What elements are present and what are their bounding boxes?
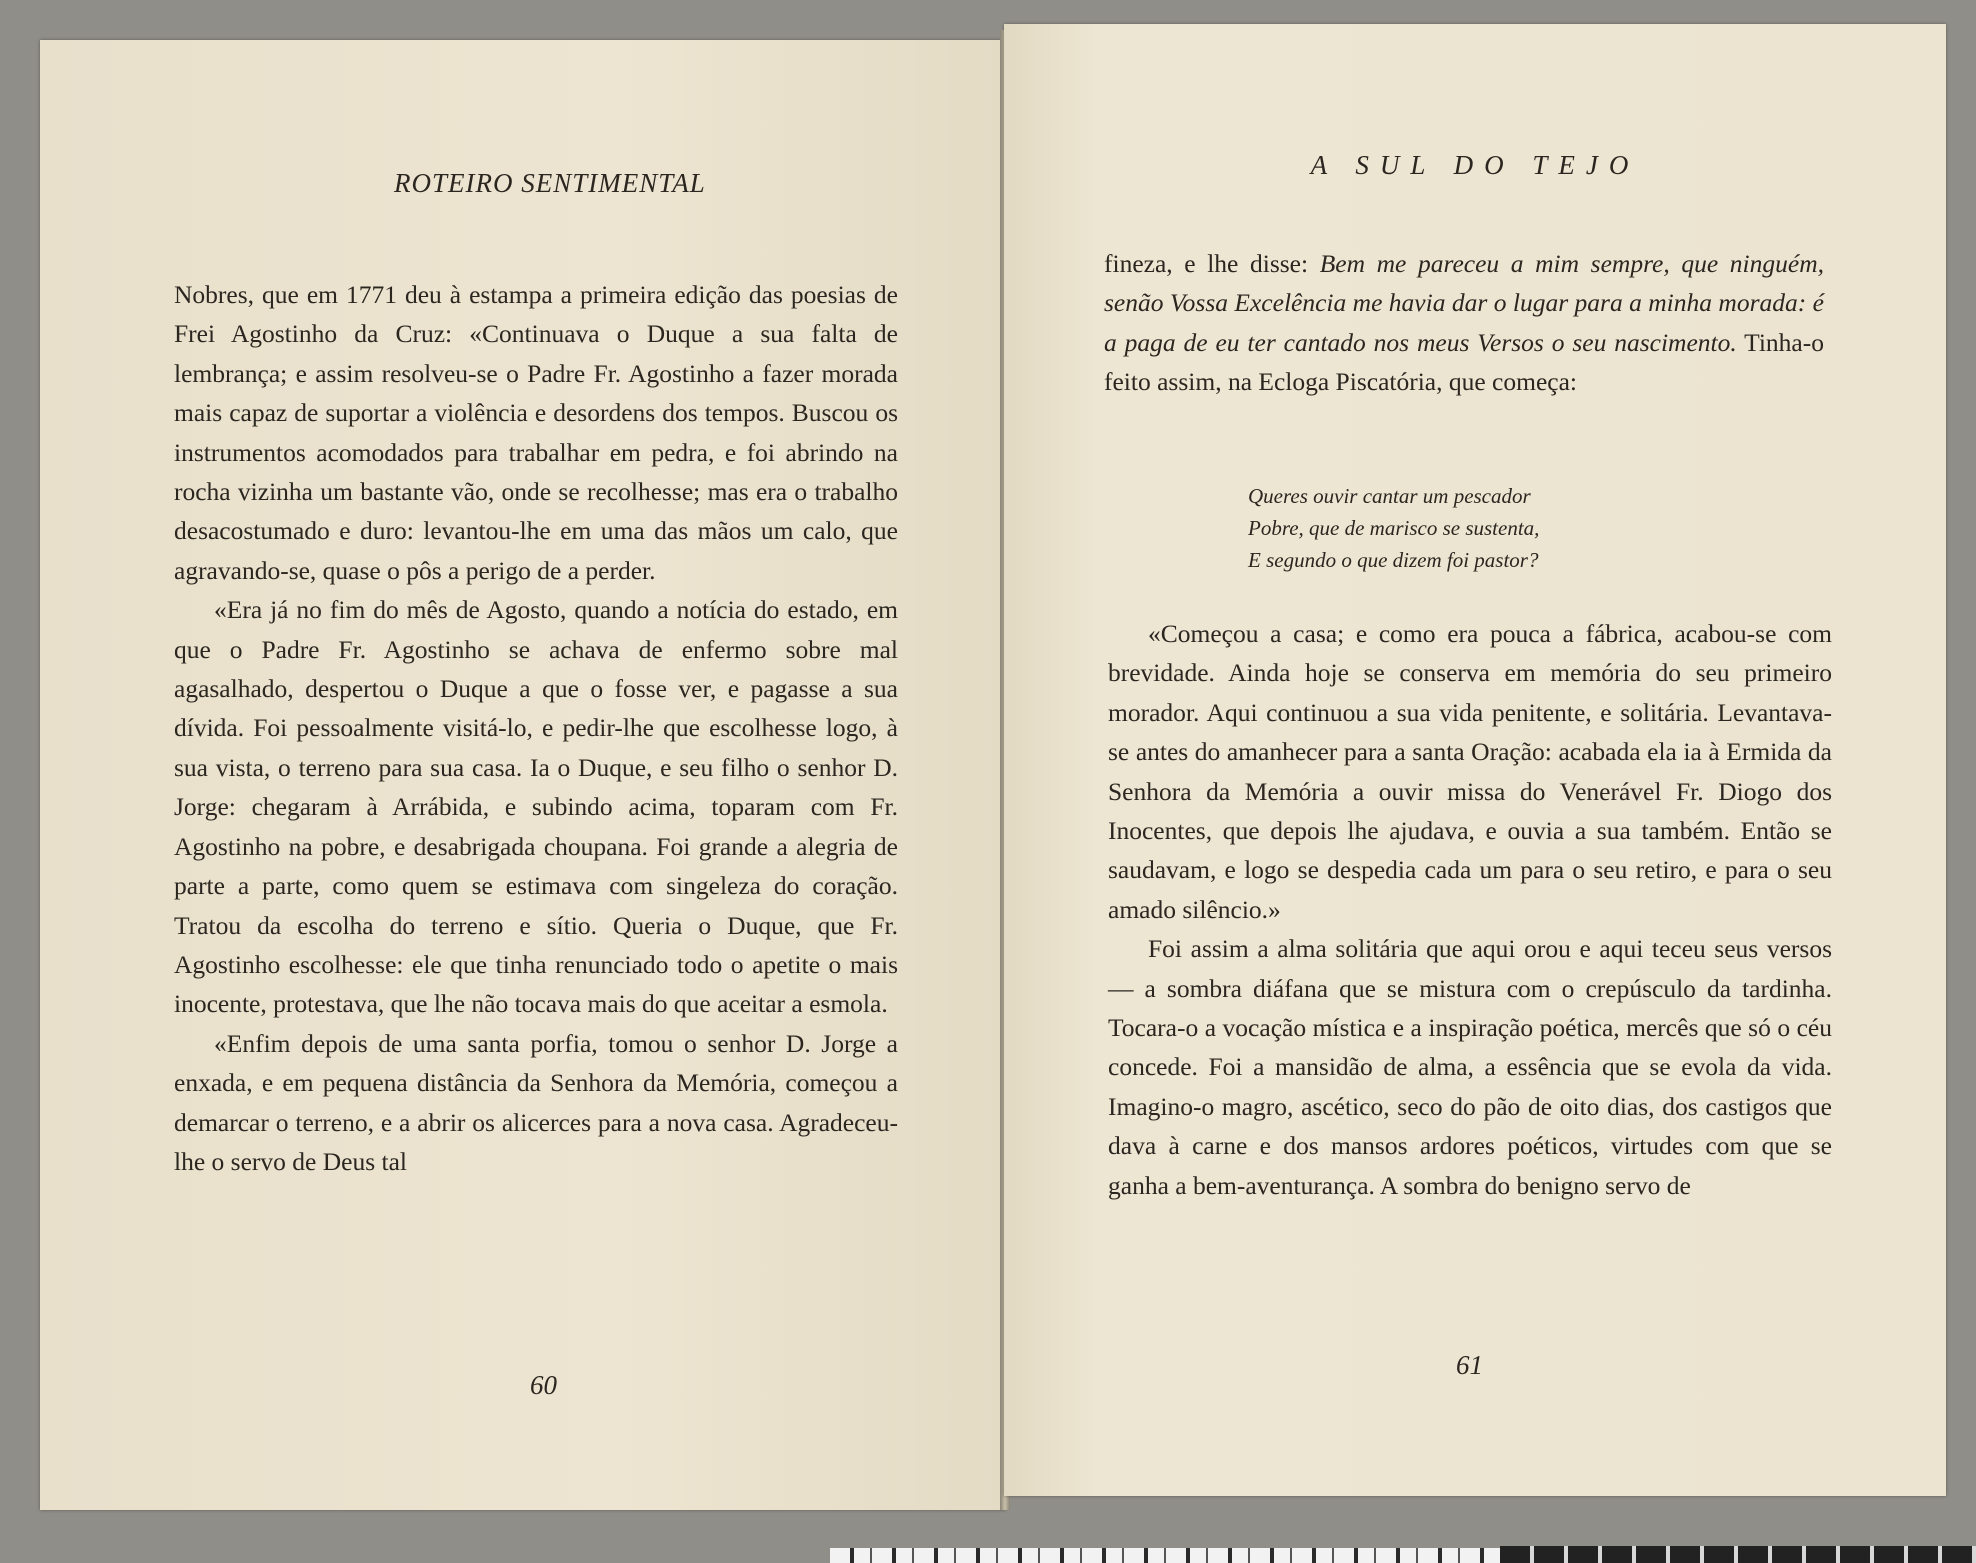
- paragraph: Foi assim a alma solitária que aqui orou e aqui teceu seus versos — a sombra diáfana que se mistura com o crepúsculo da tardinha. Tocara-o a vocação mística e a inspiração poética, mercês que só o céu concede. Foi a mansidão de alma, a essência que se evola da vida. Imagino-o magro, ascético, seco do pão de oito dias, dos castigos que dava à carne e dos mansos ardores poéticos, virtudes com que se ganha a bem-aventurança. A sombra do benigno servo de: [1108, 934, 1832, 1200]
- paragraph: [1104, 244, 1824, 402]
- left-page-body: [174, 275, 898, 1181]
- page-number-right: 61: [1456, 1350, 1483, 1380]
- paragraph: «Começou a casa; e como era pouca a fábrica, acabou-se com brevidade. Ainda hoje se conserva em memória do seu primeiro morador. Aqui continuou a sua vida penitente, e solitária. Levantava-se antes do amanhecer para a santa Oração: acabada ela ia à Ermida da Senhora da Memória a ouvir missa do Venerável Fr. Diogo dos Inocentes, que depois lhe ajudava, e ouvia a sua também. Então se saudavam, e logo se despedia cada um para o seu retiro, e para o seu amado silêncio.»: [1108, 619, 1832, 924]
- opening-tail: Tinha-o feito assim, na Ecloga Piscatória, que começa:: [1104, 327, 1824, 397]
- right-page-body: [1108, 614, 1832, 1205]
- running-head-right: A SUL DO TEJO: [1310, 150, 1640, 180]
- running-head-left: [40, 168, 1006, 199]
- right-page: [1004, 24, 1946, 1496]
- page-number-left: 60: [530, 1370, 557, 1400]
- right-page-opening: [1104, 244, 1824, 402]
- verse-line: Queres ouvir cantar um pescador: [1248, 484, 1531, 508]
- paragraph: Nobres, que em 1771 deu à estampa a primeira edição das poesias de Frei Agostinho da Cruz: «Continuava o Duque a sua falta de lembrança; e assim resolveu-se o Padre Fr. Agostinho a fazer morada mais capaz de suportar a violência e desordens dos tempos. Buscou os instrumentos acomodados para trabalhar em pedra, e foi abrindo na rocha vizinha um bastante vão, onde se recolhesse; mas era o trabalho desacostumado e duro: levantou-lhe em uma das mãos um calo, que agravando-se, quase o pôs a perigo de a perder.: [174, 280, 898, 585]
- paragraph: «Era já no fim do mês de Agosto, quando a notícia do estado, em que o Padre Fr. Agostinho se achava de enfermo sobre mal agasalhado, despertou o Duque a que o fosse ver, e pagasse a sua dívida. Foi pessoalmente visitá-lo, e pedir-lhe que escolhesse logo, à sua vista, o terreno para sua casa. Ia o Duque, e seu filho o senhor D. Jorge: chegaram à Arrábida, e subindo acima, toparam com Fr. Agostinho na pobre, e desabrigada choupana. Foi grande a alegria de parte a parte, como quem se estimava com singeleza do coração. Tratou da escolha do terreno e sítio. Queria o Duque, que Fr. Agostinho escolhesse: ele que tinha renunciado todo o apetite o mais inocente, protestava, que lhe não tocava mais do que aceitar a esmola.: [174, 595, 898, 1019]
- color-calibration-strip: [1500, 1546, 1976, 1563]
- verse-line: E segundo o que dizem foi pastor?: [1248, 548, 1539, 572]
- running-head-left-text: ROTEIRO SENTIMENTAL: [394, 168, 706, 198]
- verse-quotation: [1248, 480, 1539, 576]
- left-page: [40, 40, 1006, 1510]
- verse-line: Pobre, que de marisco se sustenta,: [1248, 516, 1540, 540]
- opening-lead: fineza, e lhe disse:: [1104, 249, 1320, 278]
- opening-quote-italic: Bem me pareceu a mim sempre, que ninguém, senão Vossa Excelência me havia dar o lugar para a minha morada: é a paga de eu ter cantado nos meus Versos o seu nascimento.: [1104, 249, 1824, 357]
- paragraph: «Enfim depois de uma santa porfia, tomou o senhor D. Jorge a enxada, e em pequena distância da Senhora da Memória, começou a demarcar o terreno, e a abrir os alicerces para a nova casa. Agradeceu-lhe o servo de Deus tal: [174, 1028, 898, 1176]
